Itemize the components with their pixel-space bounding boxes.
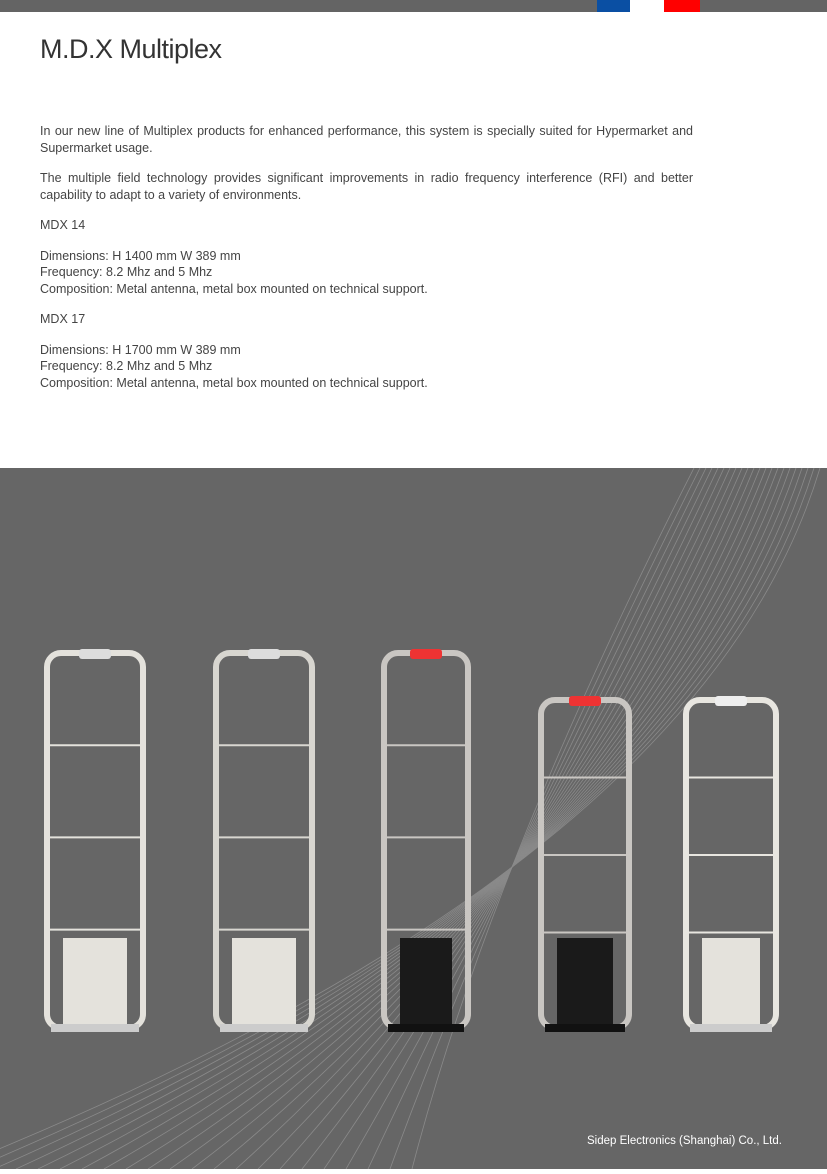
model-frequency: Frequency: 8.2 Mhz and 5 Mhz xyxy=(40,265,213,279)
model-dimensions: Dimensions: H 1400 mm W 389 mm xyxy=(40,248,241,263)
model-frequency: Frequency: 8.2 Mhz and 5 Mhz xyxy=(40,359,213,373)
header-bar xyxy=(0,0,827,12)
model-composition: Composition: Metal antenna, metal box mounted on technical support. xyxy=(40,375,428,390)
flag-red xyxy=(664,0,700,12)
model-name: MDX 14 xyxy=(40,218,86,232)
gate-2 xyxy=(216,649,312,1032)
gate-5 xyxy=(686,696,776,1032)
gate-1 xyxy=(47,649,143,1032)
model-dimensions: Dimensions: H 1700 mm W 389 mm xyxy=(40,342,241,357)
intro-paragraph: In our new line of Multiplex products for enhanced performance, this system is specially suited for Hypermarket and Supermarket usage. xyxy=(40,124,693,155)
model-composition: Composition: Metal antenna, metal box mounted on technical support. xyxy=(40,281,428,296)
footer-company: Sidep Electronics (Shanghai) Co., Ltd. xyxy=(587,1135,782,1147)
gate-3 xyxy=(384,649,468,1032)
body-text xyxy=(40,123,693,405)
model-name: MDX 17 xyxy=(40,312,86,326)
product-image xyxy=(0,468,827,1169)
intro-paragraph: The multiple field technology provides significant improvements in radio frequency interference (RFI) and better capability to adapt to a variety of environments. xyxy=(40,171,693,202)
product-photo xyxy=(0,468,827,1169)
page-title: M.D.X Multiplex xyxy=(40,34,222,64)
flag-white xyxy=(630,0,664,12)
flag-blue xyxy=(597,0,630,12)
